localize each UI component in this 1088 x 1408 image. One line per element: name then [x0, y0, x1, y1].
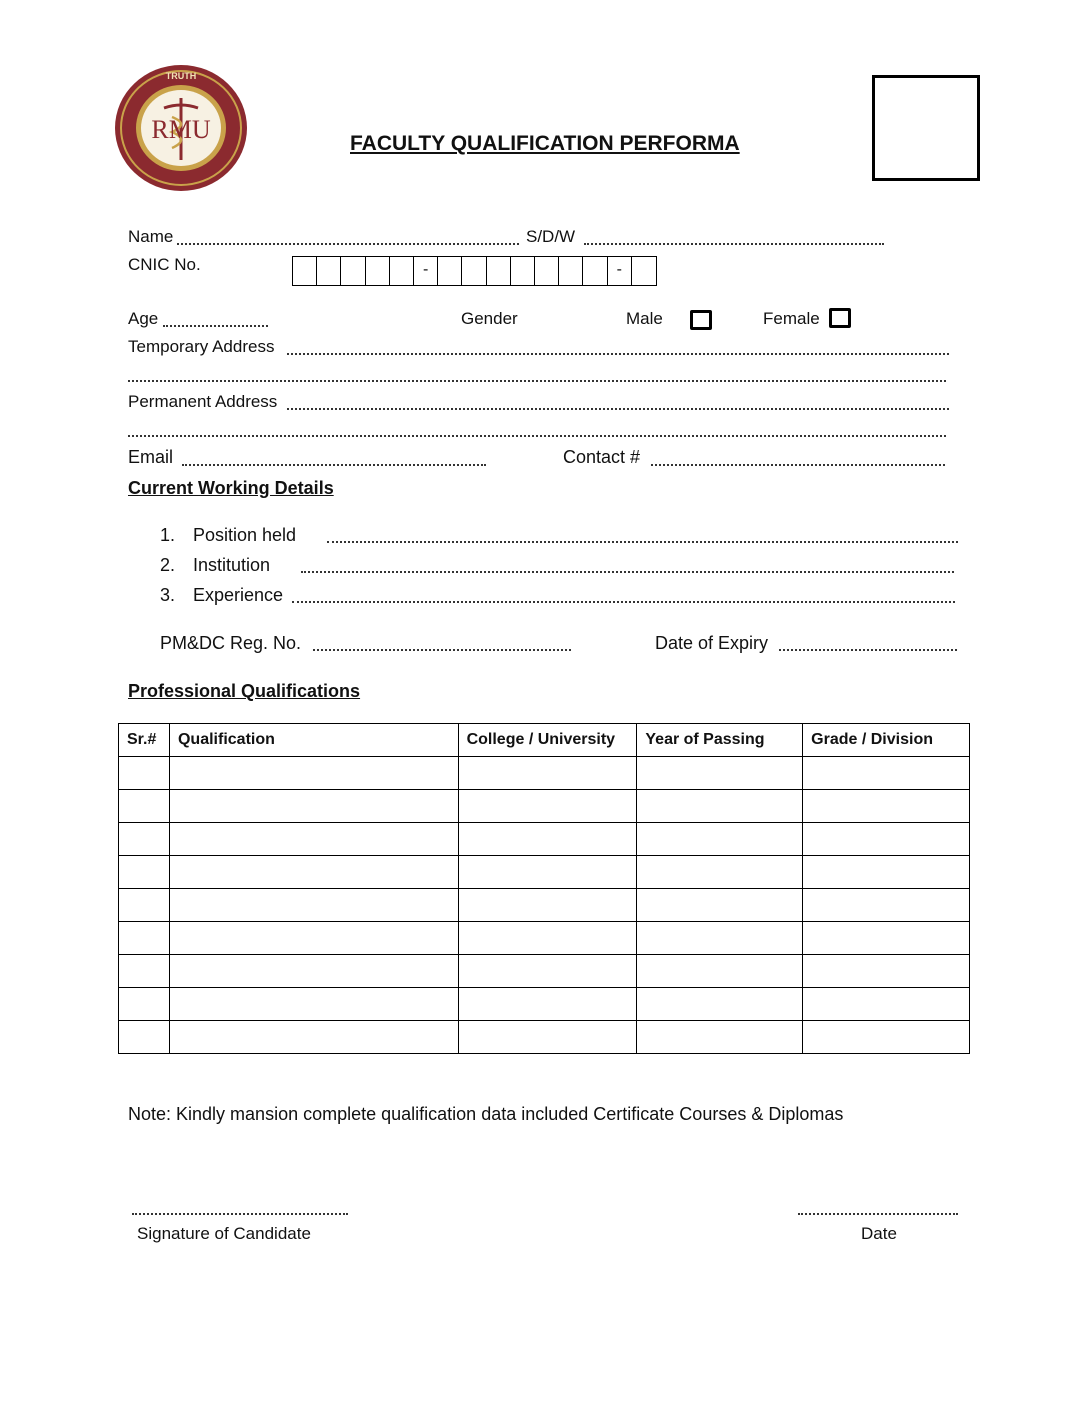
- col-qualification: Qualification: [169, 724, 458, 757]
- table-row: [119, 889, 970, 922]
- table-cell[interactable]: [458, 757, 637, 790]
- email-field[interactable]: [182, 464, 486, 466]
- table-cell[interactable]: [169, 823, 458, 856]
- institution-field[interactable]: [301, 571, 954, 573]
- table-cell[interactable]: [458, 856, 637, 889]
- col-sr: Sr.#: [119, 724, 170, 757]
- logo-text-top: TRUTH: [165, 71, 197, 81]
- table-cell[interactable]: [119, 856, 170, 889]
- position-held-field[interactable]: [327, 541, 958, 543]
- date-line[interactable]: [798, 1213, 958, 1215]
- table-row: [119, 790, 970, 823]
- table-cell[interactable]: [169, 790, 458, 823]
- table-cell[interactable]: [119, 757, 170, 790]
- email-label: Email: [128, 447, 174, 467]
- note-text: Note: Kindly mansion complete qualification data included Certificate Courses & Diplomas: [128, 1104, 844, 1124]
- table-row: [119, 856, 970, 889]
- table-cell[interactable]: [458, 922, 637, 955]
- list-item-number: 3.: [160, 585, 176, 605]
- sdw-field[interactable]: [584, 243, 884, 245]
- table-cell[interactable]: [458, 1021, 637, 1054]
- table-cell[interactable]: [803, 757, 970, 790]
- table-cell[interactable]: [803, 955, 970, 988]
- table-cell[interactable]: [119, 1021, 170, 1054]
- professional-heading: Professional Qualifications: [128, 681, 361, 701]
- perm-address-label: Permanent Address: [128, 392, 278, 411]
- table-cell[interactable]: [458, 823, 637, 856]
- signature-line[interactable]: [132, 1213, 348, 1215]
- institution-label: Institution: [193, 555, 271, 575]
- temp-address-field[interactable]: [287, 353, 949, 355]
- age-label: Age: [128, 309, 159, 328]
- table-cell[interactable]: [458, 790, 637, 823]
- date-label: Date: [861, 1224, 897, 1243]
- table-cell[interactable]: [637, 757, 803, 790]
- contact-label: Contact #: [563, 447, 641, 467]
- table-cell[interactable]: [458, 889, 637, 922]
- pmdc-reg-field[interactable]: [313, 649, 571, 651]
- page-title: FACULTY QUALIFICATION PERFORMA: [350, 132, 740, 155]
- table-cell[interactable]: [119, 922, 170, 955]
- female-label: Female: [763, 309, 820, 328]
- table-row: [119, 757, 970, 790]
- table-cell[interactable]: [119, 988, 170, 1021]
- table-cell[interactable]: [169, 889, 458, 922]
- experience-label: Experience: [193, 585, 284, 605]
- expiry-label: Date of Expiry: [655, 633, 769, 653]
- experience-field[interactable]: [292, 601, 955, 603]
- temp-address-line2[interactable]: [128, 380, 946, 382]
- table-cell[interactable]: [637, 1021, 803, 1054]
- current-working-heading: Current Working Details: [128, 478, 334, 498]
- expiry-field[interactable]: [779, 649, 957, 651]
- table-cell[interactable]: [169, 922, 458, 955]
- table-cell[interactable]: [169, 1021, 458, 1054]
- table-cell[interactable]: [803, 1021, 970, 1054]
- qualifications-table: [118, 723, 970, 1054]
- table-row: [119, 922, 970, 955]
- table-cell[interactable]: [119, 889, 170, 922]
- table-cell[interactable]: [637, 955, 803, 988]
- table-cell[interactable]: [637, 856, 803, 889]
- logo-monogram: RMU: [151, 115, 211, 144]
- perm-address-line2[interactable]: [128, 435, 946, 437]
- table-cell[interactable]: [803, 823, 970, 856]
- name-field[interactable]: [177, 243, 519, 245]
- list-item-number: 1.: [160, 525, 176, 545]
- table-row: [119, 1021, 970, 1054]
- table-cell[interactable]: [637, 988, 803, 1021]
- table-cell[interactable]: [637, 889, 803, 922]
- table-cell[interactable]: [637, 823, 803, 856]
- cnic-dash: -: [414, 257, 438, 285]
- table-cell[interactable]: [169, 856, 458, 889]
- col-college: College / University: [458, 724, 637, 757]
- table-cell[interactable]: [803, 988, 970, 1021]
- cnic-dash: -: [608, 257, 632, 285]
- table-row: [119, 955, 970, 988]
- table-cell[interactable]: [637, 790, 803, 823]
- table-cell[interactable]: [169, 988, 458, 1021]
- temp-address-label: Temporary Address: [128, 337, 275, 356]
- university-logo: [112, 62, 250, 194]
- table-header-row: [119, 724, 970, 757]
- contact-field[interactable]: [651, 464, 945, 466]
- name-label: Name: [128, 227, 174, 246]
- signature-label: Signature of Candidate: [137, 1224, 311, 1243]
- age-field[interactable]: [163, 325, 268, 327]
- table-cell[interactable]: [169, 757, 458, 790]
- sdw-label: S/D/W: [526, 227, 576, 246]
- col-grade: Grade / Division: [803, 724, 970, 757]
- table-cell[interactable]: [637, 922, 803, 955]
- table-cell[interactable]: [803, 856, 970, 889]
- table-cell[interactable]: [803, 922, 970, 955]
- gender-label: Gender: [461, 309, 518, 328]
- male-checkbox[interactable]: [690, 310, 712, 330]
- table-cell[interactable]: [119, 823, 170, 856]
- table-cell[interactable]: [169, 955, 458, 988]
- table-cell[interactable]: [119, 955, 170, 988]
- female-checkbox[interactable]: [829, 308, 851, 328]
- table-cell[interactable]: [119, 790, 170, 823]
- position-held-label: Position held: [193, 525, 297, 545]
- cnic-label: CNIC No.: [128, 255, 201, 274]
- pmdc-reg-label: PM&DC Reg. No.: [160, 633, 302, 653]
- col-year: Year of Passing: [637, 724, 803, 757]
- table-cell[interactable]: [803, 889, 970, 922]
- table-cell[interactable]: [803, 790, 970, 823]
- table-cell[interactable]: [458, 988, 637, 1021]
- table-row: [119, 823, 970, 856]
- perm-address-field[interactable]: [287, 408, 949, 410]
- list-item-number: 2.: [160, 555, 176, 575]
- photo-box: [872, 75, 980, 181]
- table-row: [119, 988, 970, 1021]
- cnic-input[interactable]: [292, 256, 657, 286]
- table-cell[interactable]: [458, 955, 637, 988]
- male-label: Male: [626, 309, 663, 328]
